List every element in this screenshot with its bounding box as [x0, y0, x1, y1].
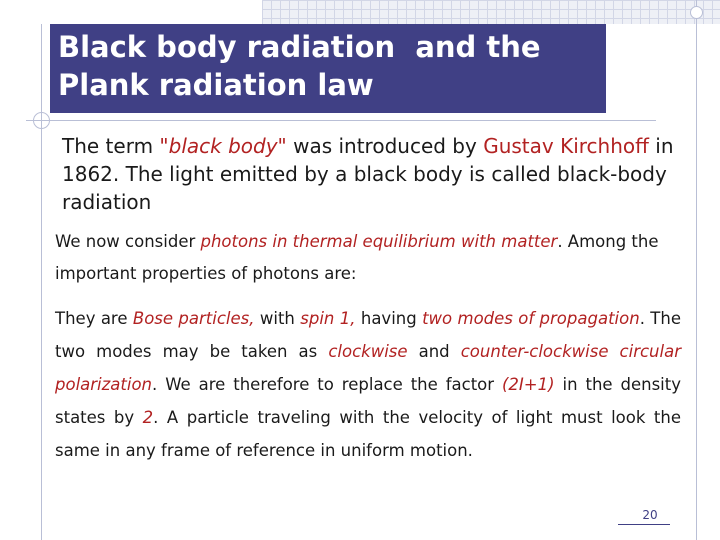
right-rule-circle-ornament: [690, 6, 703, 19]
p2-text-5: and: [407, 342, 461, 361]
p2-text-2: with: [254, 309, 301, 328]
intro-text-2: was introduced by: [286, 134, 484, 158]
title-banner: [50, 24, 606, 113]
photons-paragraph: [55, 226, 681, 290]
properties-paragraph: [55, 302, 681, 467]
left-vertical-rule: [41, 24, 42, 540]
p2-text-4: . The two modes may be taken as: [55, 309, 681, 361]
spin-term: spin 1,: [300, 309, 356, 328]
factor-term: (2I+1): [502, 375, 555, 394]
p2-text-7: in the density states by: [55, 375, 681, 427]
clockwise-term: clockwise: [328, 342, 408, 361]
title-line-1: Black body radiation and the: [58, 30, 541, 64]
right-vertical-rule: [696, 0, 697, 540]
p1-text-1: We now consider: [55, 232, 201, 251]
bose-particles-term: Bose particles,: [132, 309, 255, 328]
intro-text-3: in 1862. The light emitted by a black body is called black-body radiation: [62, 134, 674, 214]
header-grid-decoration: [262, 0, 720, 24]
intro-text-1: The term: [62, 134, 160, 158]
photons-equilibrium-term: photons in thermal equilibrium with matter: [200, 232, 558, 251]
p2-text-8: . A particle traveling with the velocity of light must look the same in any frame of reference in uniform motion.: [55, 408, 682, 460]
title-line-2: Plank radiation law: [58, 68, 374, 102]
modes-term: two modes of propagation: [422, 309, 640, 328]
page-number: 20: [642, 508, 658, 522]
p1-text-2: . Among the important properties of photons are:: [55, 232, 659, 283]
kirchhoff-name: Gustav Kirchhoff: [483, 134, 649, 158]
two-term: 2: [142, 408, 154, 427]
intro-paragraph: [62, 132, 688, 216]
slide-title: [58, 28, 598, 104]
p2-text-1: They are: [55, 309, 133, 328]
crosshair-ornament: [33, 112, 50, 129]
p2-text-6: . We are therefore to replace the factor: [152, 375, 502, 394]
black-body-term: "black body": [159, 134, 287, 158]
page-number-underline: [618, 524, 670, 525]
p2-text-3: having: [355, 309, 423, 328]
title-horizontal-rule: [26, 120, 656, 121]
counter-clockwise-term: counter-clockwise circular polarization: [55, 342, 681, 394]
